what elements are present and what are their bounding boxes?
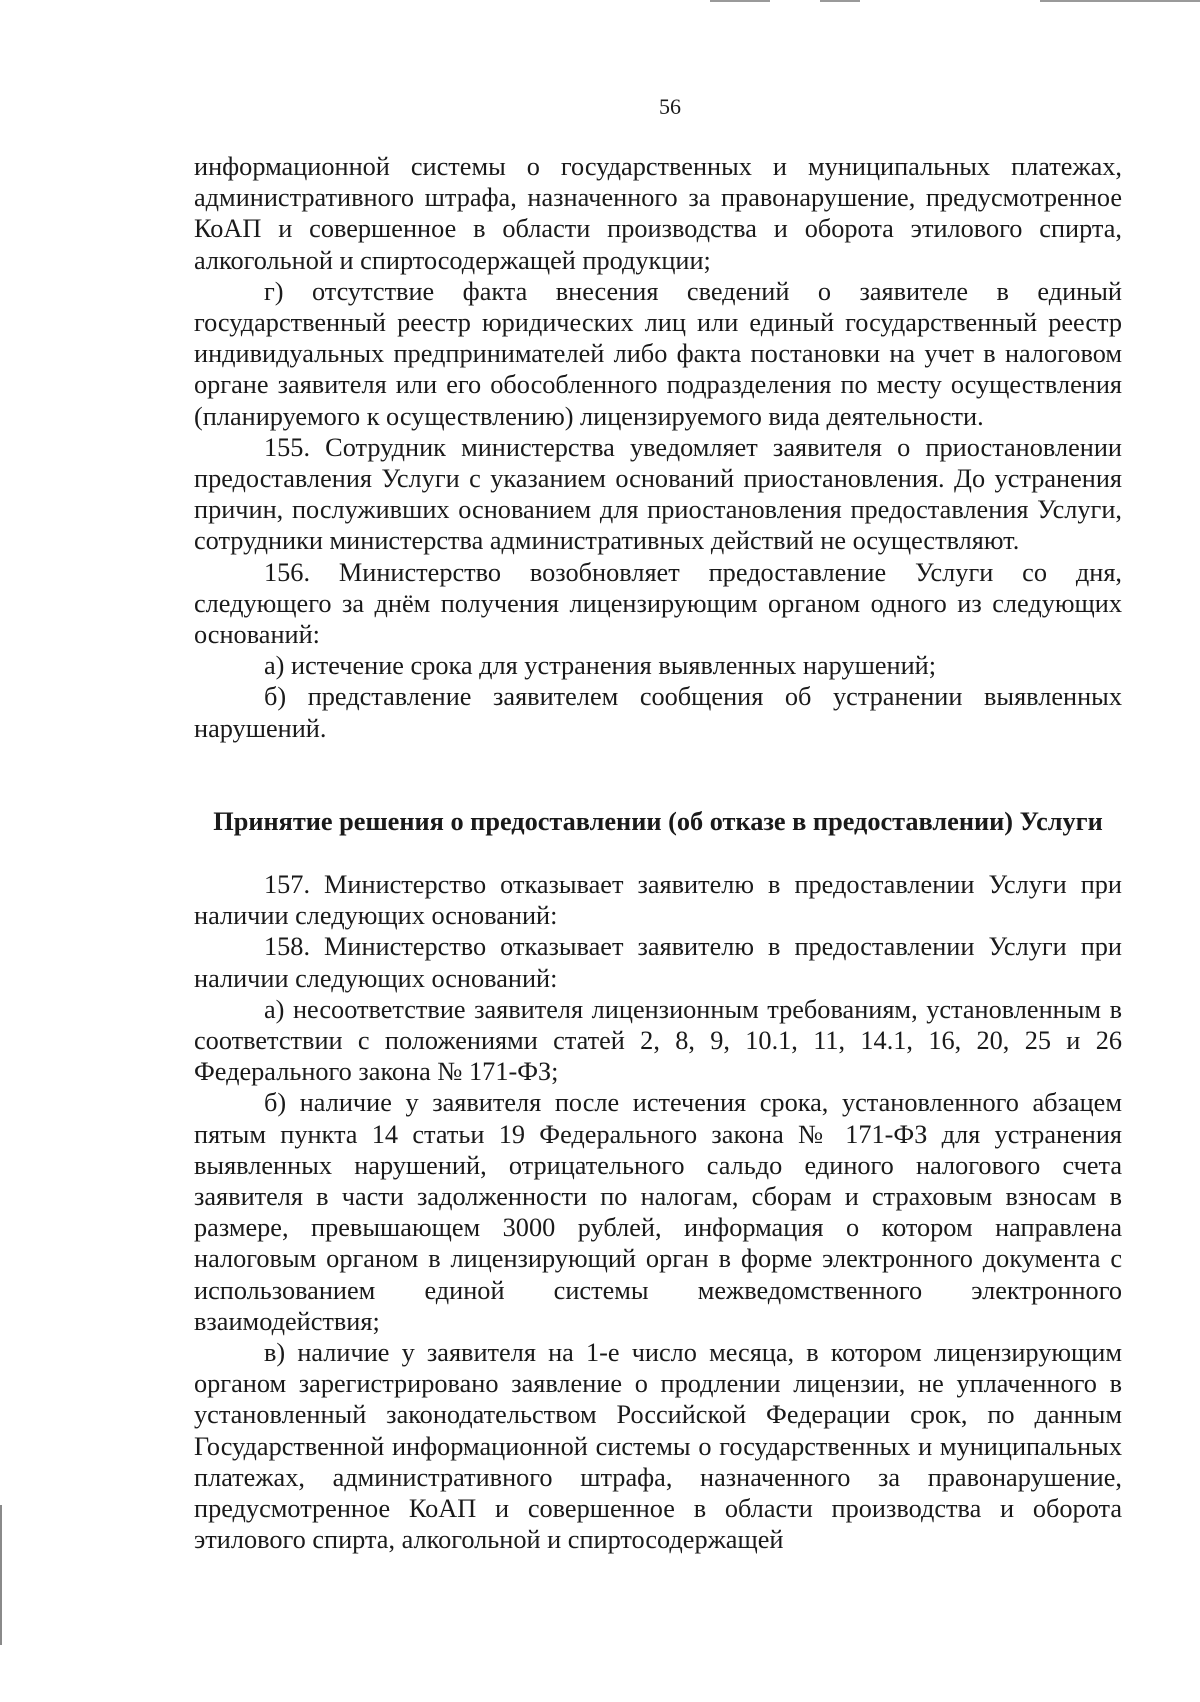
paragraph-continuation: информационной системы о государственных и муниципальных платежах, административного штрафа, назначенного за правонарушение, предусмотренное КоАП и совершенное в области производства и оборота этилового спирта, алкогольной и спиртосодержащей продукции; (194, 152, 1122, 275)
paragraph-156: 156. Министерство возобновляет предоставление Услуги со дня, следующего за днём получения лицензирующим органом одного из следующих оснований: (194, 557, 1122, 650)
text-block-top (194, 151, 1122, 744)
paragraph-158-v: в) наличие у заявителя на 1-е число месяца, в котором лицензирующим органом зарегистрировано заявление о продлении лицензии, не уплаченного в установленный законодательством Российской Федерации срок, по данным Государственной информационной системы о государственных и муниципальных платежах, административного штрафа, назначенного за правонарушение, предусмотренное КоАП и совершенное в области производства и оборота этилового спирта, алкогольной и спиртосодержащей (194, 1338, 1122, 1555)
paragraph-158-b: б) наличие у заявителя после истечения срока, установленного абзацем пятым пункта 14 статьи 19 Федерального закона № 171-ФЗ для устранения выявленных нарушений, отрицательного сальдо единого налогового счета заявителя в части задолженности по налогам, сборам и страховым взносам в размере, превышающем 3000 рублей, информация о котором направлена налоговым органом в лицензирующий орган в форме электронного документа с использованием единой системы межведомственного электронного взаимодействия; (194, 1088, 1122, 1336)
scan-edge-left (0, 1505, 2, 1645)
paragraph-item-g: г) отсутствие факта внесения сведений о заявителе в единый государственный реестр юридических лиц или единый государственный реестр индивидуальных предпринимателей либо факта постановки на учет в налоговом органе заявителя или его обособленного подразделения по месту осуществления (планируемого к осуществлению) лицензируемого вида деятельности. (194, 276, 1122, 431)
scan-edge-top (700, 0, 1200, 3)
page-number: 56 (659, 94, 681, 119)
paragraph-158-a: а) несоответствие заявителя лицензионным требованиям, установленным в соответствии с положениями статей 2, 8, 9, 10.1, 11, 14.1, 16, 20, 25 и 26 Федерального закона № 171-ФЗ; (194, 994, 1122, 1087)
paragraph-155: 155. Сотрудник министерства уведомляет заявителя о приостановлении предоставления Услуги с указанием оснований приостановления. До устранения причин, послуживших основанием для приостановления предоставления Услуги, сотрудники министерства административных действий не осуществляют. (194, 432, 1122, 556)
paragraph-156-a: а) истечение срока для устранения выявленных нарушений; (264, 651, 937, 681)
paragraph-157: 157. Министерство отказывает заявителю в предоставлении Услуги при наличии следующих оснований: (194, 870, 1122, 931)
text-block-bottom (194, 869, 1122, 1555)
paragraph-156-b: б) представление заявителем сообщения об устранении выявленных нарушений. (194, 682, 1122, 743)
paragraph-158: 158. Министерство отказывает заявителю в предоставлении Услуги при наличии следующих оснований: (194, 932, 1122, 993)
section-heading: Принятие решения о предоставлении (об отказе в предоставлении) Услуги (213, 807, 1103, 836)
